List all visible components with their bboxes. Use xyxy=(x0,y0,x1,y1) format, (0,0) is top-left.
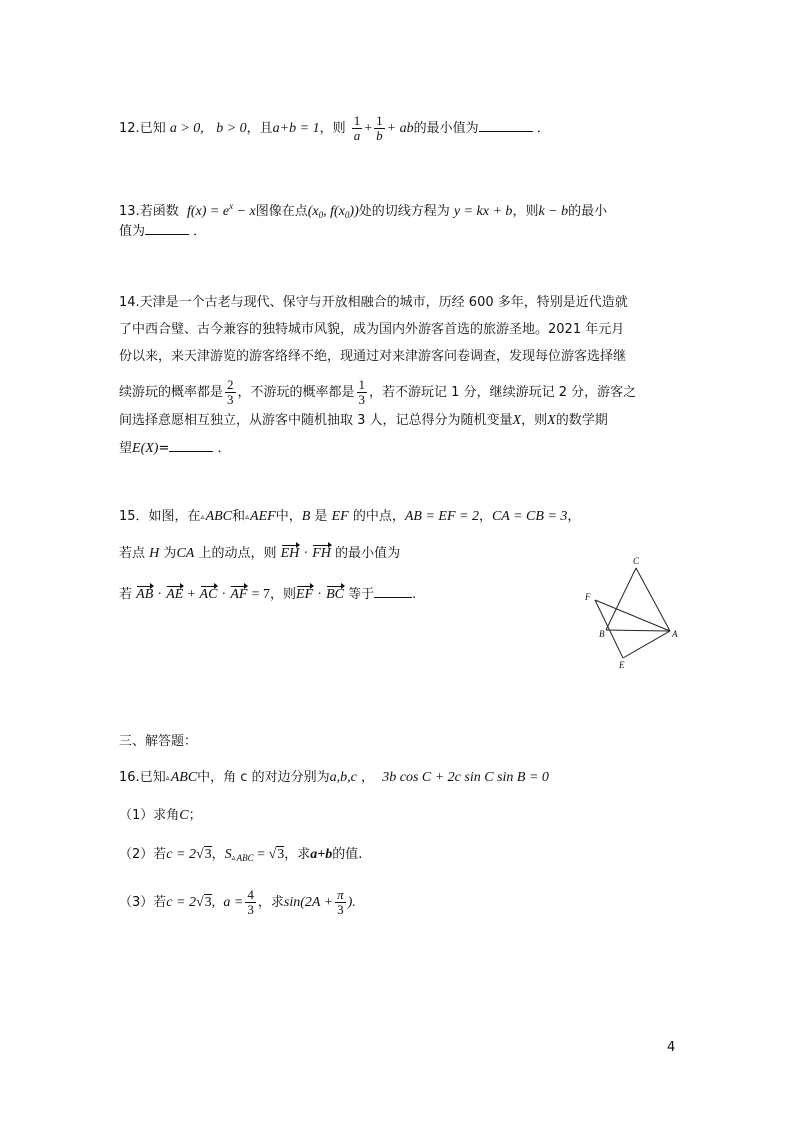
label-e: E xyxy=(619,660,625,670)
q12-answer-blank xyxy=(479,117,533,132)
q14-line-1: 14.天津是一个古老与现代、保守与开放相融合的城市，历经 600 多年，特别是近代造就 xyxy=(119,295,628,310)
q16-p1-label: （1）求角 xyxy=(119,808,180,823)
q15-l3-equals: = 7 xyxy=(251,587,271,602)
q13-tangent: y = kx + b xyxy=(453,204,513,219)
q15-dot: · xyxy=(303,546,309,561)
q12-text-1: 已知 xyxy=(139,121,166,136)
q12-fraction-1a: $\frac{1}{a}$ xyxy=(353,113,361,143)
q16-p1-end: ； xyxy=(188,808,202,823)
q15-vector-bc: BC xyxy=(326,585,344,605)
q13-function: $f(x) = e^x - x$ xyxy=(186,201,256,219)
q15-point-b: B xyxy=(301,509,311,524)
q12-fraction-1b: $\frac{1}{b}$ xyxy=(376,113,383,143)
q16-p3-a-equals: a = xyxy=(223,895,244,910)
q16-text-2: 中，角 c 的对边分别为 xyxy=(197,770,330,785)
q13-line2-text: 值为 xyxy=(119,224,146,239)
label-f: F xyxy=(585,592,591,602)
question-12 xyxy=(119,114,550,143)
q15-eq-2: CA = CB = 3 xyxy=(491,509,568,524)
q15-l3-plus: + xyxy=(187,587,196,602)
q12-cond-sum: a+b = 1 xyxy=(272,121,320,136)
q16-stem xyxy=(119,768,549,788)
label-a: A xyxy=(672,629,678,639)
q13-text-5: 的最小 xyxy=(568,204,608,219)
q15-l3-text-3: 等于 xyxy=(348,587,375,602)
q15-line-1 xyxy=(119,507,580,527)
q14-l4-text-3: ，若不游玩记 1 分，继续游玩记 2 分，游客之 xyxy=(369,385,637,400)
label-c: C xyxy=(633,556,640,566)
q15-l2-text-2: 为 xyxy=(163,546,177,561)
q12-end: ． xyxy=(536,121,550,136)
q15-point-h: H xyxy=(149,546,160,561)
q15-vector-af: AF xyxy=(230,585,247,605)
q15-l2-text-1: 若点 xyxy=(119,546,146,561)
q13-end: ． xyxy=(193,224,207,239)
q15-line-3 xyxy=(119,583,416,605)
q15-l2-text-3: 上的动点，则 xyxy=(198,546,277,561)
question-13-line-2 xyxy=(119,220,206,242)
q14-line-3: 份以来，来天津游览的游客络绎不绝，现通过对来津游客问卷调查，发现每位游客选择继 xyxy=(119,349,627,364)
q15-l3-dot-1: · xyxy=(157,587,163,602)
q15-l3-text-2: ，则 xyxy=(270,587,297,602)
segment-cb xyxy=(606,568,636,630)
q14-line-5 xyxy=(119,411,608,431)
q16-p3-close: ). xyxy=(347,895,356,910)
segment-fa xyxy=(595,600,670,631)
q15-triangle-aef: ▵AEF xyxy=(245,509,276,524)
q15-l3-text-1: 若 xyxy=(119,587,133,602)
q15-segment-ef: EF xyxy=(331,509,349,524)
q14-fraction-1-3: $\frac{1}{3}$ xyxy=(358,377,366,407)
q15-vector-fh: FH xyxy=(312,544,331,564)
q16-p2-label: （2）若 xyxy=(119,847,167,862)
q14-l4-text-1: 续游玩的概率都是 xyxy=(119,385,224,400)
q13-text-2: 图像在点 xyxy=(255,204,308,219)
q13-k-minus-b: k − b xyxy=(538,204,569,219)
q16-p3-label: （3）若 xyxy=(119,895,167,910)
q15-vector-ac: AC xyxy=(200,585,218,605)
q13-number: 13. xyxy=(119,204,140,219)
q14-l5-text-2: ，则 xyxy=(521,413,548,428)
segment-ca xyxy=(636,568,670,631)
section-3-title: 三、解答题： xyxy=(119,734,198,749)
q16-text-1: 已知 xyxy=(139,770,166,785)
q14-l5-text-1: 间选择意愿相互独立，从游客中随机抽取 3 人，记总得分为随机变量 xyxy=(119,413,513,428)
q12-text-4: 的最小值为 xyxy=(413,121,479,136)
q12-cond-a: a > 0, xyxy=(169,121,204,136)
q16-p2-text-2: ，求 xyxy=(284,847,311,862)
q13-text-1: 若函数 xyxy=(139,204,179,219)
q14-end: ． xyxy=(217,441,231,456)
q16-p2-text-3: 的值. xyxy=(332,847,363,862)
q15-text-2: 中， xyxy=(275,509,302,524)
q14-l6-text-1: 望 xyxy=(119,441,133,456)
q16-p2-a-plus-b: a+b xyxy=(310,847,333,862)
q14-line-4 xyxy=(119,378,636,407)
q13-text-3: 处的切线方程为 xyxy=(358,204,450,219)
q15-line-2 xyxy=(119,544,400,564)
q16-p3-c-value: c = 2√3, xyxy=(166,895,216,910)
q16-text-3: ， xyxy=(360,770,374,785)
q15-end: . xyxy=(412,587,417,602)
q14-line-2: 了中西合璧、古今兼容的独特城市风貌，成为国内外游客首选的旅游圣地。2021 年元月 xyxy=(119,322,625,337)
q12-text-2: ，且 xyxy=(246,121,273,136)
q13-point: ($x_0$, $f(x_0)$) xyxy=(307,204,359,220)
q12-plus: + xyxy=(364,121,373,136)
q16-p2-area: $S_{▵ABC} = √3$ xyxy=(224,847,285,863)
segment-ba xyxy=(606,630,670,631)
q16-number: 16. xyxy=(119,770,140,785)
q15-vector-ef: EF xyxy=(296,585,313,605)
q12-number: 12. xyxy=(119,121,140,136)
q13-text-4: ，则 xyxy=(512,204,539,219)
q15-text-5: ， xyxy=(478,509,492,524)
q14-var-x-2: X xyxy=(547,413,556,428)
page-number: 4 xyxy=(667,1040,676,1055)
q15-text-6: ， xyxy=(567,509,581,524)
q15-text-3: 是 xyxy=(314,509,328,524)
q16-part-2 xyxy=(119,845,362,868)
q14-l4-text-2: ，不游玩的概率都是 xyxy=(237,385,355,400)
q15-l3-dot-2: · xyxy=(221,587,227,602)
q16-p3-text-1: ，求 xyxy=(257,895,284,910)
q16-equation: 3b cos C + 2c sin C sin B = 0 xyxy=(382,770,549,785)
q16-p3-fraction-4-3: $\frac{4}{3}$ xyxy=(247,887,254,917)
segment-ea xyxy=(623,631,670,658)
q16-angle-c: C xyxy=(179,808,189,823)
q15-answer-blank xyxy=(374,583,412,598)
label-b: B xyxy=(599,629,605,639)
q14-expectation: E(X) xyxy=(132,441,159,456)
q14-line-6 xyxy=(119,437,231,459)
q14-equals: = xyxy=(158,441,170,456)
q14-var-x-1: X xyxy=(512,413,522,428)
q15-segment-ca: CA xyxy=(176,546,195,561)
q16-part-1 xyxy=(119,806,202,826)
q16-sides: a,b,c xyxy=(329,770,357,785)
q15-vector-ab: AB xyxy=(136,585,153,605)
q15-eq-1: AB = EF = 2 xyxy=(404,509,479,524)
q12-text-3: ，则 xyxy=(319,121,346,136)
q15-text-4: 的中点， xyxy=(352,509,405,524)
q15-vector-eh: EH xyxy=(281,544,300,564)
q14-answer-blank xyxy=(169,437,213,452)
q16-p3-fraction-pi-3: $\frac{\pi}{3}$ xyxy=(337,887,344,917)
q14-l5-text-3: 的数学期 xyxy=(555,413,608,428)
q15-text-1: 和 xyxy=(232,509,246,524)
q16-p3-sin: sin(2A + xyxy=(283,895,334,910)
q15-vector-ae: AE xyxy=(166,585,183,605)
q15-l3-dot-3: · xyxy=(317,587,322,602)
q16-part-3 xyxy=(119,888,356,917)
q12-term-ab: + ab xyxy=(386,121,414,136)
q15-triangle-abc: ▵ABC xyxy=(200,509,233,524)
q16-p2-c-value: c = 2√3 xyxy=(166,847,212,862)
q15-l2-text-4: 的最小值为 xyxy=(335,546,401,561)
q16-triangle-abc: ▵ABC xyxy=(165,770,198,785)
q16-p2-text-1: ， xyxy=(211,847,225,862)
q15-number: 15．如图，在 xyxy=(119,509,201,524)
q15-geometry-figure xyxy=(578,555,688,675)
q14-fraction-2-3: $\frac{2}{3}$ xyxy=(227,377,234,407)
q13-answer-blank xyxy=(145,220,189,235)
q12-cond-b: b > 0 xyxy=(216,121,247,136)
